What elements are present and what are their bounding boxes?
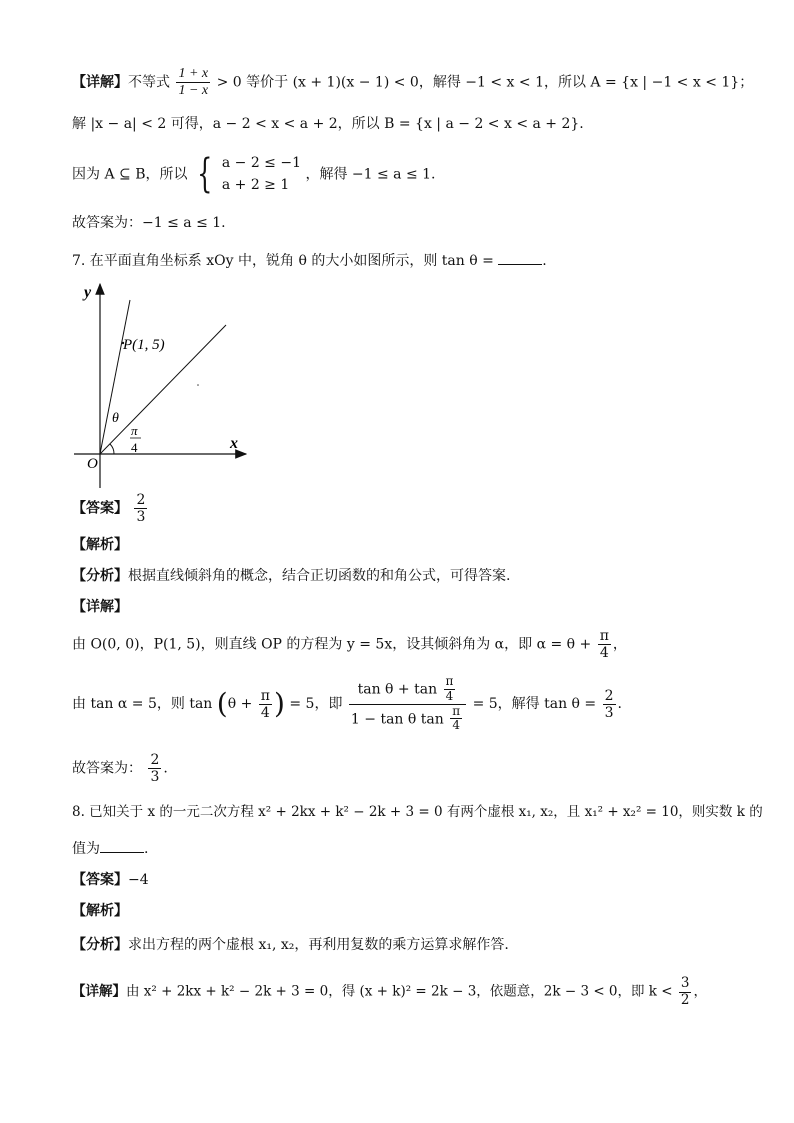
- q7-detail-1: [72, 628, 627, 661]
- q8-stem-line-1: 8. 已知关于 x 的一元二次方程 x² + 2kx + k² − 2k + 3 = 0 有两个虚根 x₁, x₂，且 x₁² + x₂² = 10，则实数 k 的: [72, 804, 763, 820]
- system-case-2: a + 2 ≥ 1: [221, 177, 290, 194]
- p6-line-1: [72, 66, 753, 99]
- q7-answer-num: 2: [136, 492, 146, 508]
- q7-d2-big-den-four: 4: [452, 718, 460, 733]
- q8-stem-line-2: [72, 840, 148, 856]
- p6-frac-den: 1 − x: [178, 83, 209, 99]
- p6-answer-line: 故答案为：−1 ≤ a ≤ 1.: [72, 215, 226, 231]
- q7-d2-big-num-four: 4: [445, 688, 454, 703]
- answer-blank: [100, 840, 144, 853]
- fenxi-text: 根据直线倾斜角的概念，结合正切函数的和角公式，可得答案.: [128, 568, 511, 584]
- answer-blank: [498, 252, 542, 265]
- q7-d2-big-frac: [349, 675, 466, 733]
- q7-d1-text-a: 由 O(0, 0)，P(1, 5)，则直线 OP 的方程为 y = 5x，设其倾斜角为 α，即 α = θ +: [72, 636, 592, 653]
- q7-stem: [72, 252, 547, 268]
- p6-l3-text-a: 因为 A ⊆ B，所以: [72, 166, 188, 183]
- q7-final-text: 故答案为：: [72, 760, 142, 777]
- p6-l1-text-b: > 0 等价于 (x + 1)(x − 1) < 0，解得 −1 < x < 1，所以 A = {x | −1 < x < 1}；: [216, 74, 754, 91]
- system-brace: {: [197, 151, 213, 198]
- q8-detail-text: 由 x² + 2kx + k² − 2k + 3 = 0，得 (x + k)² = 2k − 3，依题意，2k − 3 < 0，即 k <: [126, 983, 673, 1000]
- q7-d2-big-num-frac: [444, 675, 456, 704]
- q7-d2-big-den-pi: π: [452, 703, 461, 718]
- q7-d2-big-num-pi: π: [445, 674, 454, 688]
- q7-figure: [70, 278, 270, 488]
- theta-label: θ: [112, 411, 119, 426]
- right-paren: ): [273, 687, 285, 721]
- p6-l3-text-b: ，解得 −1 ≤ a ≤ 1.: [305, 166, 436, 183]
- q7-d2-inner-frac: [259, 688, 272, 721]
- q7-d2-inner-four: 4: [260, 704, 270, 721]
- q7-jiexi: 【解析】: [72, 537, 128, 553]
- q7-final: [72, 752, 168, 785]
- p6-fraction: [176, 66, 210, 99]
- q8-jiexi: 【解析】: [72, 903, 128, 919]
- q7-answer: [72, 492, 149, 525]
- q8-detail: [72, 976, 707, 1008]
- q7-stem-end: .: [542, 253, 547, 269]
- x-label: x: [230, 435, 238, 452]
- q7-d2-inner-pi: π: [260, 687, 270, 704]
- q7-d2-text-c: = 5，解得 tan θ =: [472, 696, 597, 713]
- q8-detail-end: ，: [693, 983, 707, 1000]
- stray-dot: [197, 384, 199, 386]
- q7-xiangjie: 【详解】: [72, 599, 128, 615]
- pi-label: π: [131, 423, 138, 438]
- q8-answer-value: −4: [128, 872, 149, 888]
- q7-d2-big-num-text: tan θ + tan: [357, 681, 438, 698]
- q8-answer: [72, 873, 149, 887]
- q7-d2-big-den: [349, 705, 466, 734]
- y-label: y: [84, 284, 92, 301]
- q8-detail-num: 3: [680, 975, 690, 991]
- q8-fenxi-text: 求出方程的两个虚根 x₁, x₂，再利用复数的乘方运算求解作答.: [128, 937, 509, 953]
- detail-tag: 【详解】: [72, 74, 128, 91]
- q8-detail-den: 2: [680, 991, 690, 1008]
- q7-final-den: 3: [150, 769, 160, 786]
- angle-arc: [110, 444, 114, 454]
- q8-stem-end: .: [144, 841, 149, 857]
- q7-d2-big-den-text: 1 − tan θ tan: [350, 710, 444, 727]
- inequality-system: [222, 152, 301, 197]
- q7-d1-frac: [598, 628, 611, 661]
- p6-line-3: [72, 152, 436, 197]
- q7-d1-text-b: ，: [612, 636, 627, 653]
- q8-fenxi: [72, 938, 509, 952]
- q7-d2-text-b: = 5，即: [289, 696, 343, 713]
- answer-tag: 【答案】: [72, 500, 128, 517]
- q7-final-num: 2: [150, 752, 160, 768]
- q7-final-frac: [148, 752, 161, 785]
- point-p-label: P(1, 5): [123, 337, 165, 353]
- p6-l1-text-a: 不等式: [128, 74, 170, 91]
- q7-d2-result-den: 3: [604, 704, 614, 721]
- answer-tag: 【答案】: [72, 872, 128, 888]
- q7-d1-den: 4: [599, 645, 609, 662]
- q7-d1-num: π: [599, 628, 609, 644]
- origin-label: O: [87, 456, 98, 472]
- q7-stem-text: 7. 在平面直角坐标系 xOy 中，锐角 θ 的大小如图所示，则 tan θ =: [72, 253, 494, 269]
- p6-line-2: 解 |x − a| < 2 可得，a − 2 < x < a + 2，所以 B = {x | a − 2 < x < a + 2}.: [72, 116, 584, 132]
- q7-d2-big-num: [349, 675, 466, 705]
- q7-d2-result-frac: [603, 688, 616, 721]
- q7-d2-result-num: 2: [604, 687, 614, 704]
- q7-d2-text-a: 由 tan α = 5，则 tan: [72, 696, 213, 713]
- ray-op: [100, 300, 130, 454]
- fenxi-tag: 【分析】: [72, 568, 128, 584]
- q8-stem-text: 值为: [72, 841, 100, 857]
- p6-frac-num: 1 + x: [176, 66, 210, 83]
- q7-fenxi: [72, 569, 510, 583]
- q7-d2-end: .: [617, 696, 622, 713]
- fenxi-tag: 【分析】: [72, 937, 128, 953]
- q8-detail-frac: [679, 976, 692, 1008]
- q7-d2-big-den-frac: [450, 705, 462, 734]
- q7-detail-2: [72, 675, 622, 733]
- system-case-1: a − 2 ≤ −1: [221, 155, 301, 171]
- q7-answer-den: 3: [136, 509, 146, 526]
- left-paren: (: [216, 687, 228, 721]
- detail-tag: 【详解】: [72, 983, 126, 1000]
- q7-d2-inner: θ +: [227, 696, 253, 713]
- q7-answer-frac: [134, 492, 147, 525]
- q7-final-end: .: [163, 760, 168, 777]
- four-label: 4: [131, 440, 138, 455]
